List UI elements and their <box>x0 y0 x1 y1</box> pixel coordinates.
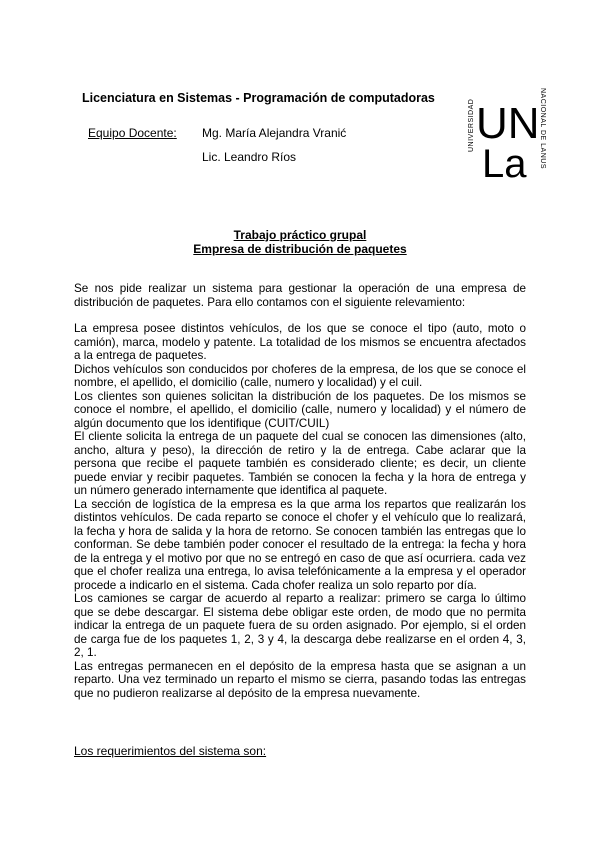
logo-right-vertical: NACIONAL DE LANUS <box>539 88 546 169</box>
paragraph-package: El cliente solicita la entrega de un paquete del cual se conocen las dimensiones (alto, ancho, altura y peso), la dirección de retiro y la de entrega. Cabe aclarar que la persona que recibe el paquete también es considerado cliente; es decir, un cliente puede enviar y recibir paquetes. También se conocen la fecha y la hora de entrega y un número generado internamente que identifica al paquete. <box>74 430 526 497</box>
paragraph-drivers: Dichos vehículos son conducidos por choferes de la empresa, de los que se conoce el nombre, el apellido, el domicilio (calle, numero y localidad) y el cuil. <box>74 362 526 389</box>
logo-sub: La <box>482 142 527 186</box>
paragraph-deliveries: Las entregas permanecen en el depósito de la empresa hasta que se asignan a un reparto. Una vez terminado un reparto el mismo se cierra, pasando todas las entregas que no pudieron realizarse al depósito de la empresa nuevamente. <box>74 659 526 700</box>
paragraph-clients: Los clientes son quienes solicitan la distribución de los paquetes. De los mismos se conoce el nombre, el apellido, el domicilio (calle, numero y localidad) y el número de algún documento que los identifique (CUIT/CUIL) <box>74 389 526 430</box>
team-label-text: Equipo Docente <box>88 126 174 140</box>
logo-main: UN <box>476 99 540 148</box>
unla-logo <box>466 82 548 186</box>
team-member-1: Mg. María Alejandra Vranić <box>202 126 347 140</box>
paragraph-logistics: La sección de logística de la empresa es la que arma los repartos que realizarán los distintos vehículos. De cada reparto se conoce el chofer y el vehículo que lo realizará, la fecha y hora de salida y la hora de retorno. Se conocen también las entregas que lo conforman. Se debe también poder conocer el resultado de la entrega: la fecha y hora de la entrega y el motivo por que no se entregó en caso de que así ocurriera. cada vez que el chofer realiza una entrega, lo avisa telefónicamente a la empresa y el operador procede a indicarlo en el sistema. Cada chofer realiza un solo reparto por día. <box>74 497 526 592</box>
requirements-title: Los requerimientos del sistema son: <box>74 744 267 758</box>
paragraph-intro: Se nos pide realizar un sistema para gestionar la operación de una empresa de distribución de paquetes. Para ello contamos con el siguiente relevamiento: <box>74 282 526 309</box>
team-label-colon: : <box>173 126 177 140</box>
team-label <box>88 126 177 140</box>
course-title: Licenciatura en Sistemas - Programación de computadoras <box>82 91 435 105</box>
assignment-subtitle: Empresa de distribución de paquetes <box>193 242 407 256</box>
paragraph-vehicles: La empresa posee distintos vehículos, de los que se conoce el tipo (auto, moto o camión), marca, modelo y patente. La totalidad de los mismos se encuentra afectados a la entrega de paquetes. <box>74 322 526 362</box>
team-member-2: Lic. Leandro Ríos <box>202 150 297 164</box>
body-text <box>74 282 526 700</box>
assignment-title: Trabajo práctico grupal <box>233 228 367 242</box>
paragraph-loading: Los camiones se cargar de acuerdo al reparto a realizar: primero se carga lo último que se debe descargar. El sistema debe obligar este orden, de modo que no permita indicar la entrega de un paquete fuera de su orden asignado. Por ejemplo, si el orden de carga fue de los paquetes 1, 2, 3 y 4, la descarga debe realizarse en el orden 4, 3, 2, 1. <box>74 592 526 659</box>
logo-left-vertical: UNIVERSIDAD <box>468 98 475 152</box>
